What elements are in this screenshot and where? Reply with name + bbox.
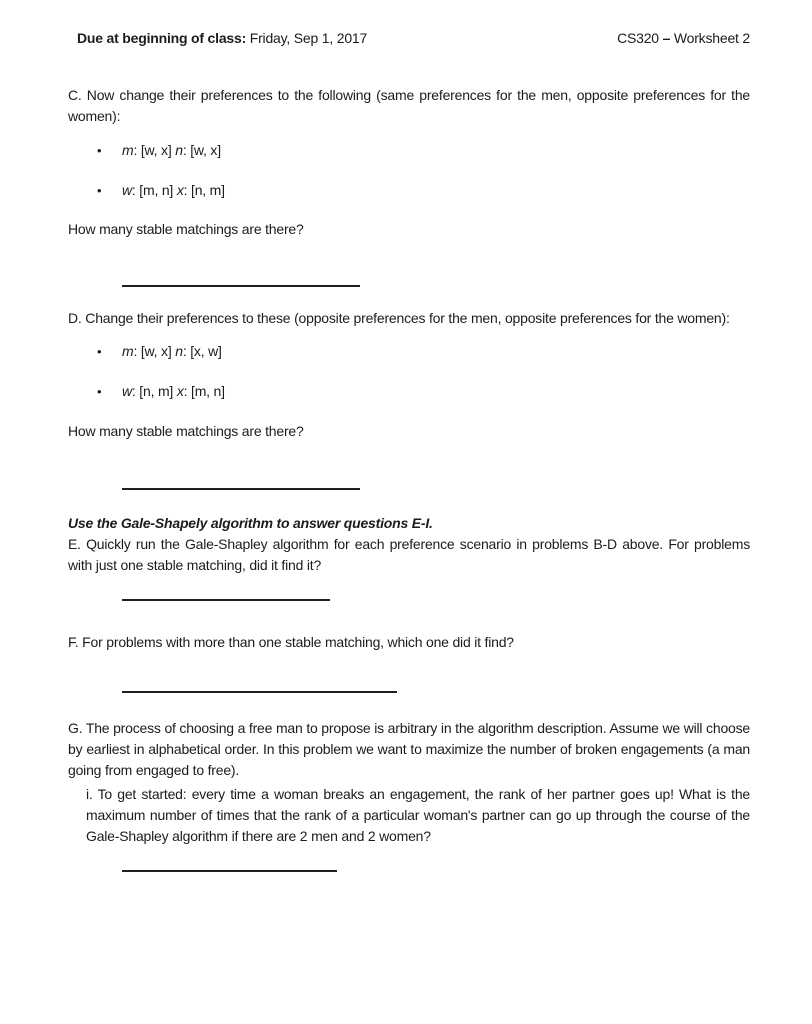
- answer-blank-line: [122, 870, 337, 872]
- bullet-icon: •: [97, 143, 102, 158]
- question-g-sub-i: i. To get started: every time a woman breaks an engagement, the rank of her partner goes up! What is the maximum number of times that the rank of a particular woman's partner can go up through the course of the Gale-Shapley algorithm if there are 2 men and 2 women?: [86, 786, 750, 844]
- preference-text: w: [n, m] x: [m, n]: [122, 383, 225, 399]
- question-c-intro: C. Now change their preferences to the following (same preferences for the men, opposite preferences for the women):: [68, 87, 750, 124]
- question-f: F. For problems with more than one stable matching, which one did it find?: [68, 634, 514, 650]
- title-dash: –: [662, 30, 671, 46]
- question-c-prompt: How many stable matchings are there?: [68, 221, 304, 237]
- preference-text: w: [m, n] x: [n, m]: [122, 182, 225, 198]
- bullet-icon: •: [97, 183, 102, 198]
- answer-blank-line: [122, 285, 360, 287]
- answer-blank-line: [122, 599, 330, 601]
- list-item: [97, 381, 750, 402]
- question-d-intro: D. Change their preferences to these (opposite preferences for the men, opposite preferences for the women):: [68, 310, 730, 326]
- course-code: CS320: [617, 30, 663, 46]
- due-label: Due at beginning of class:: [77, 30, 247, 46]
- bullet-icon: •: [97, 344, 102, 359]
- list-item: [97, 341, 750, 362]
- answer-blank-line: [122, 691, 397, 693]
- list-item: [97, 140, 750, 161]
- header: [68, 28, 750, 49]
- answer-blank-line: [122, 488, 360, 490]
- preference-text: m: [w, x] n: [x, w]: [122, 343, 222, 359]
- preference-text: m: [w, x] n: [w, x]: [122, 142, 221, 158]
- question-e: E. Quickly run the Gale-Shapley algorithm for each preference scenario in problems B-D above. For problems with just one stable matching, did it find it?: [68, 536, 750, 573]
- worksheet-number: Worksheet 2: [670, 30, 750, 46]
- due-value: Friday, Sep 1, 2017: [246, 30, 368, 46]
- due-date: [68, 28, 367, 49]
- doc-title: [617, 28, 750, 49]
- question-g-intro: G. The process of choosing a free man to propose is arbitrary in the algorithm description. Assume we will choose by earliest in alphabetical order. In this problem we want to maximize the number of broken engagements (a man going from engaged to free).: [68, 720, 750, 778]
- list-item: [97, 180, 750, 201]
- gale-shapley-instruction: Use the Gale-Shapely algorithm to answer questions E-I.: [68, 515, 433, 531]
- question-d-prompt: How many stable matchings are there?: [68, 423, 304, 439]
- bullet-icon: •: [97, 384, 102, 399]
